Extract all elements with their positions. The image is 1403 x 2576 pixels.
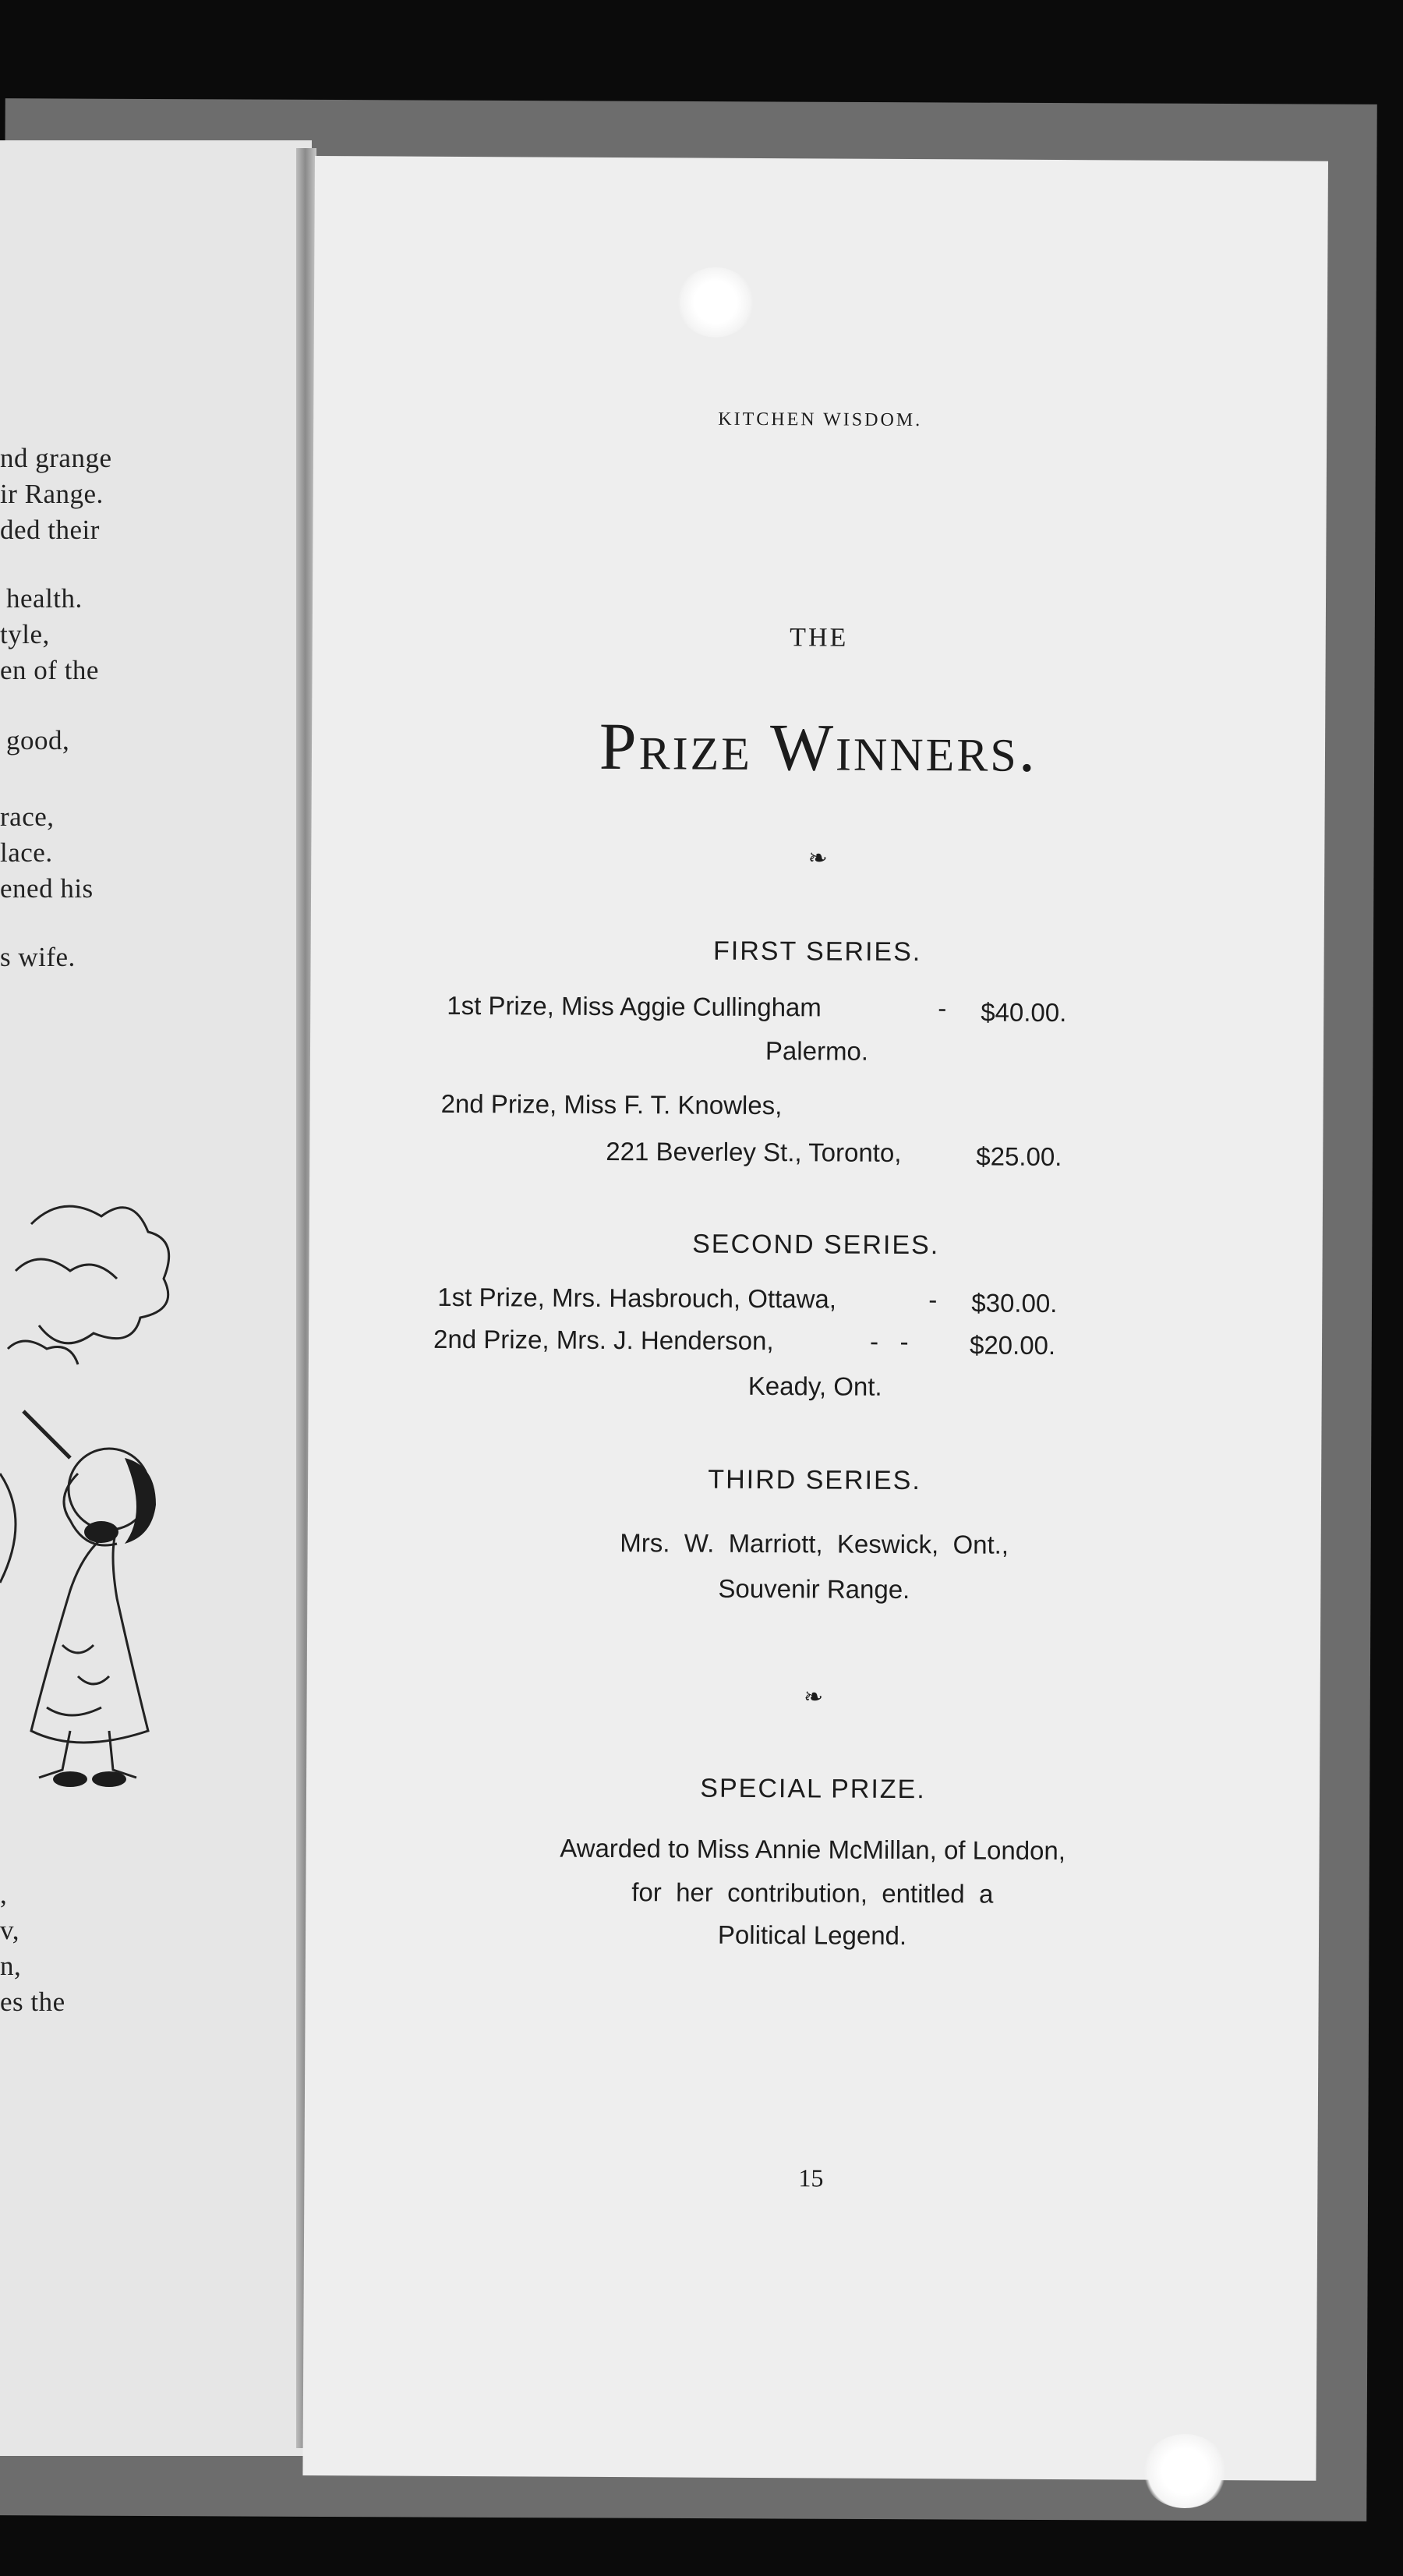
left-text-line: , xyxy=(0,1879,8,1909)
second-series-heading: SECOND SERIES. xyxy=(692,1229,940,1261)
left-text-line: es the xyxy=(0,1987,65,2017)
second-series-prize-2-dash: - - xyxy=(869,1326,909,1357)
first-series-heading: FIRST SERIES. xyxy=(712,936,922,968)
paper-blemish xyxy=(677,267,755,338)
left-text-line: tyle, xyxy=(0,619,50,649)
first-series-prize-1-place: Palermo. xyxy=(765,1036,869,1066)
second-series-prize-2-place: Keady, Ont. xyxy=(747,1371,882,1401)
second-series-prize-2: 2nd Prize, Mrs. J. Henderson, xyxy=(433,1324,774,1356)
left-text-line: lace. xyxy=(0,837,53,868)
first-series-prize-2-amount: $25.00. xyxy=(976,1141,1062,1172)
left-text-line: ir Range. xyxy=(0,479,104,509)
second-series-prize-1: 1st Prize, Mrs. Hasbrouch, Ottawa, xyxy=(437,1282,837,1314)
running-head: KITCHEN WISDOM. xyxy=(718,409,923,431)
left-text-line: n, xyxy=(0,1951,22,1981)
first-series-prize-2: 2nd Prize, Miss F. T. Knowles, xyxy=(440,1088,783,1120)
left-text-line: s wife. xyxy=(0,942,76,972)
cartoon-illustration xyxy=(0,1177,187,1801)
ornament-icon: ❧ xyxy=(808,845,828,872)
third-series-prize: Souvenir Range. xyxy=(718,1573,910,1605)
left-text-line: v, xyxy=(0,1915,19,1945)
left-page xyxy=(0,140,312,2456)
left-text-line: race, xyxy=(0,801,55,832)
special-prize-heading: SPECIAL PRIZE. xyxy=(700,1773,926,1805)
page-title: Prize Winners. xyxy=(599,708,1038,786)
special-prize-line-2: for her contribution, entitled a xyxy=(631,1877,994,1909)
first-series-prize-1-amount: $40.00. xyxy=(981,997,1067,1028)
left-text-line: ened his xyxy=(0,873,94,904)
left-text-line: good, xyxy=(6,725,70,755)
paper-blemish xyxy=(1142,2434,1228,2508)
second-series-prize-1-amount: $30.00. xyxy=(971,1288,1058,1318)
right-page xyxy=(302,156,1328,2481)
second-series-prize-2-amount: $20.00. xyxy=(969,1330,1056,1360)
special-prize-line-3: Political Legend. xyxy=(717,1920,907,1951)
second-series-prize-1-dash: - xyxy=(928,1285,938,1315)
left-text-line: ded their xyxy=(0,515,100,545)
third-series-winner: Mrs. W. Marriott, Keswick, Ont., xyxy=(620,1528,1009,1559)
left-text-line: health. xyxy=(6,583,83,614)
third-series-heading: THIRD SERIES. xyxy=(708,1464,921,1496)
first-series-prize-2-address: 221 Beverley St., Toronto, xyxy=(606,1136,902,1167)
title-the: THE xyxy=(790,623,849,653)
left-text-line: nd grange xyxy=(0,443,112,473)
page-number: 15 xyxy=(798,2164,824,2192)
left-text-line: en of the xyxy=(0,655,99,685)
first-series-prize-1: 1st Prize, Miss Aggie Cullingham xyxy=(447,990,822,1022)
ornament-icon: ❧ xyxy=(803,1684,824,1711)
first-series-prize-1-dash: - xyxy=(938,993,947,1023)
special-prize-line-1: Awarded to Miss Annie McMillan, of London, xyxy=(560,1833,1066,1866)
